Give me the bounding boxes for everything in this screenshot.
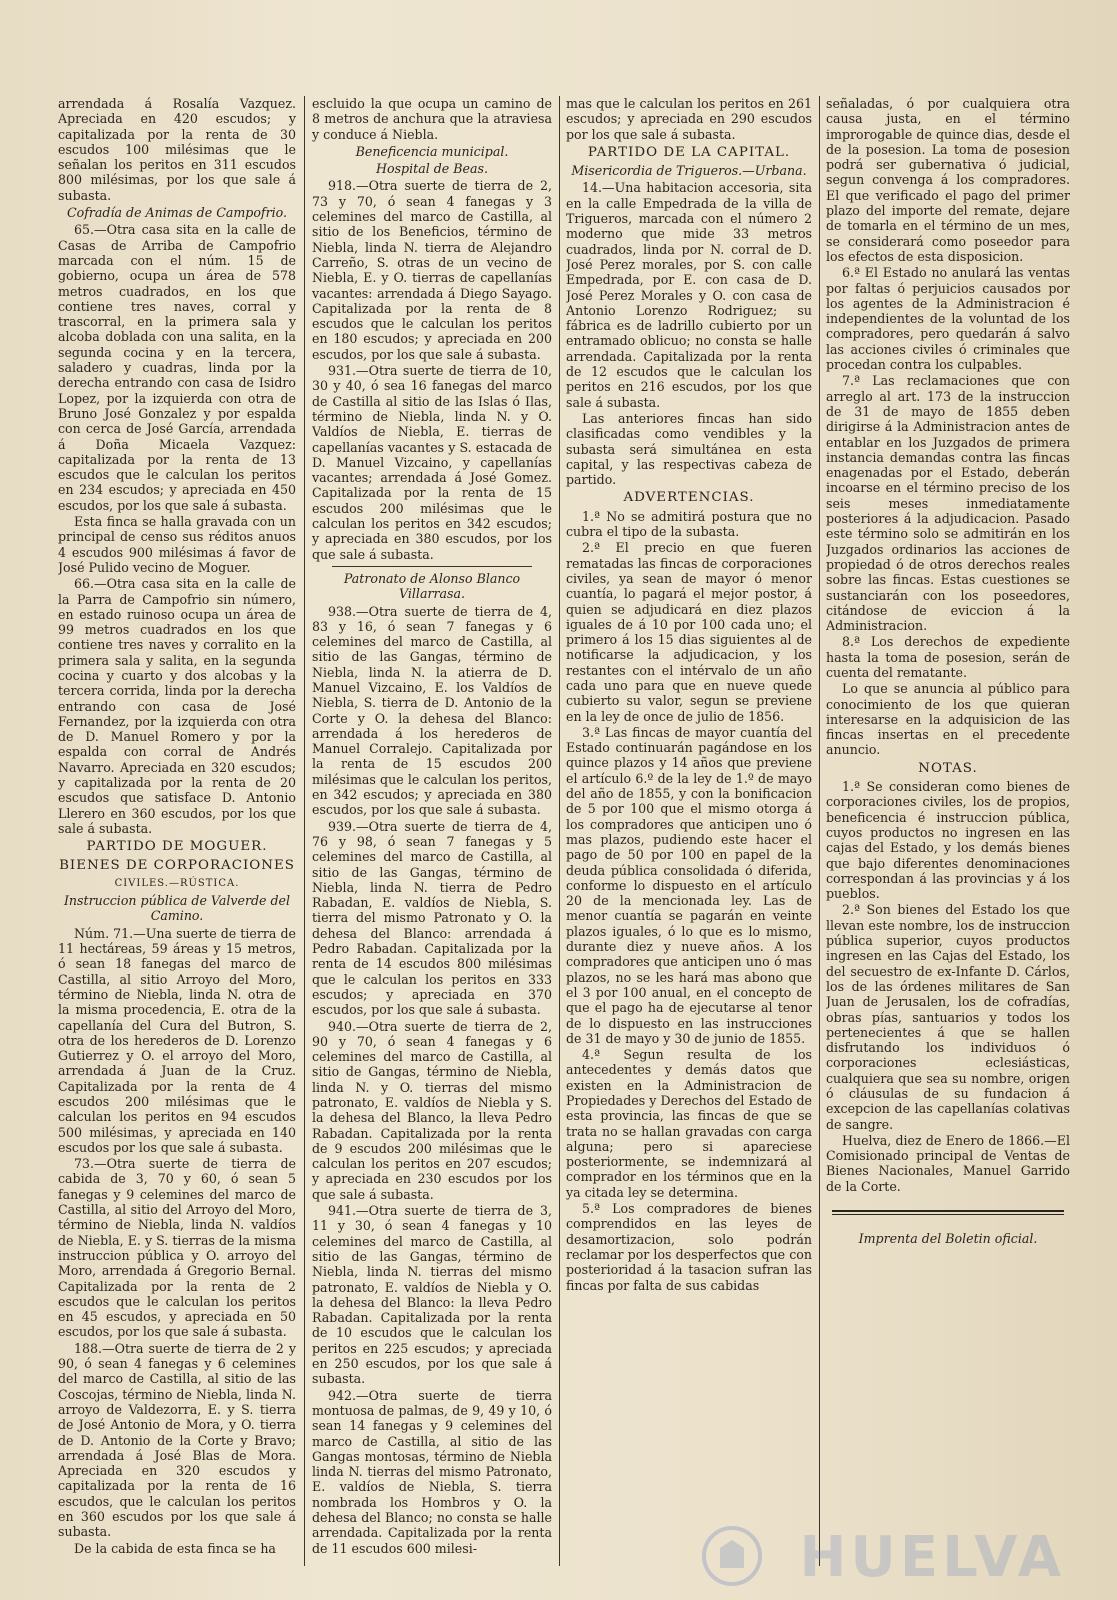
section-heading: Cofradía de Animas de Campofrio. (67, 205, 287, 221)
paragraph: Lo que se anuncia al público para conocimiento de los que quieran interesarse en la adquisicion de las fincas insertas en el precedente anuncio. (826, 681, 1070, 758)
paragraph: 3.ª Las fincas de mayor cuantía del Estado continuarán pagándose en los quince plazos y 14 años que previene el artículo 6.º de la ley de 1.º de mayo del año de 1855, y con la bonificacion de 5 por 100 que el mismo otorga á los compradores que anticipen uno ó mas plazos, pudiendo este hacer el pago de 50 por 100 en papel de la deuda pública consolidada ó diferida, conforme lo dispuesto en el artículo 20 de la mencionada ley. Las de menor cuantía se pagarán en veinte plazos iguales, ó lo que es lo mismo, durante diez y nueve años. A los compradores que anticipen uno ó mas plazos, no se les hará mas abono que el 3 por 100 anual, en el concepto de que el pago ha de ejecutarse al tenor de lo dispuesto en las instrucciones de 31 de mayo y 30 de junio de 1855. (566, 724, 812, 1046)
closing-rule (832, 1210, 1064, 1212)
imprint: Imprenta del Boletin oficial. (858, 1231, 1038, 1247)
column-rule (304, 96, 305, 1566)
section-heading: Patronato de Alonso Blanco Villarrasa. (343, 570, 521, 602)
paragraph: 940.—Otra suerte de tierra de 2, 90 y 70, ó sean 4 fanegas y 6 celemines del marco de Castilla, al sitio de Gangas, término de Niebla, linda N. y O. tierras del mismo patronato, E. valdíos de Niebla y S. la dehesa del Blanco, la lleva Pedro Rabadan. Capitalizada por la renta de 9 escudos 200 milésimas que le calculan los peritos en 207 escudos; y apreciada en 230 escudos por los que sale á subasta. (312, 1018, 552, 1202)
section-heading: Instruccion pública de Valverde del Camino. (63, 893, 291, 924)
watermark: HUELVA (799, 1525, 1065, 1590)
paragraph: 4.ª Segun resulta de los antecedentes y demás datos que existen en la Administracion de Propiedades y Derechos del Estado de esta provincia, las fincas de que se trata no se hallan gravadas con carga alguna; pero si apareciese posteriormente, se indemnizará al comprador en los términos que en la ya citada ley se determina. (566, 1047, 812, 1200)
paragraph: 918.—Otra suerte de tierra de 2, 73 y 70, ó sean 4 fanegas y 3 celemines del marco de Castilla, al sitio de los Beneficios, término de Niebla, linda N. tierra de Alejandro Carreño, S. otras de un vecino de Niebla, E. y O. tierras de capellanías vacantes: arrendada á Diego Sayago. Capitalizada por la renta de 8 escudos que le calculan los peritos en 180 escudos; y apreciada en 200 escudos, por los que sale á subasta. (312, 178, 552, 362)
divider (332, 566, 532, 567)
column-rule (559, 96, 560, 1566)
paragraph: arrendada á Rosalía Vazquez. Apreciada en 420 escudos; y capitalizada por la renta de 30 escudos 100 milésimas que le señalan los peritos en 311 escudos 800 milésimas, por los que sale á subasta. (58, 96, 296, 203)
paragraph: señaladas, ó por cualquiera otra causa justa, en el término improrogable de quince dias, desde el de la posesion. La toma de posesion podrá ser gubernativa ó judicial, segun convenga á los compradores. El que verificado el pago del primer plazo del importe del remate, dejare de tomarla en el término de un mes, se considerará como poseedor para los efectos de esta disposicion. (826, 96, 1070, 264)
paragraph: 5.ª Los compradores de bienes comprendidos en las leyes de desamortizacion, solo podrán reclamar por los desperfectos que con posterioridad á la tasacion sufran las fincas por falta de sus cabidas (566, 1201, 812, 1293)
paragraph: 14.—Una habitacion accesoria, sita en la calle Empedrada de la villa de Trigueros, marcada con el número 2 moderno que mide 33 metros cuadrados, linda por N. corral de D. José Perez morales, por S. con calle Empedrada, por E. con casa de D. José Perez Morales y O. con casa de Antonio Lorenzo Rodriguez; su fábrica es de ladrillo cubierto por un entramado oblicuo; no consta se halle arrendada. Capitalizada por la renta de 12 escudos que le calculan los peritos en 216 escudos, por los que sale á subasta. (566, 180, 812, 410)
paragraph: 7.ª Las reclamaciones que con arreglo al art. 173 de la instruccion de 31 de mayo de 1855 deben dirigirse á la Administracion antes de entablar en los Juzgados de primera instancia demandas contra las fincas enagenadas por el Estado, deberán incoarse en el término preciso de los seis meses inmediatamente posteriores á la adjudicacion. Pasado este término solo se admitirán en los Juzgados ordinarios las acciones de propiedad ó de otros derechos reales sobre las fincas. Estas cuestiones se sustanciarán con los poseedores, citándose de eviccion á la Administracion. (826, 373, 1070, 634)
section-heading: NOTAS. (918, 760, 978, 776)
paragraph: Esta finca se halla gravada con un principal de censo sus réditos anuos 4 escudos 900 milésimas á favor de José Pulido vecino de Moguer. (58, 514, 296, 575)
paragraph: 2.ª El precio en que fueren rematadas las fincas de corporaciones civiles, ya sean de mayor ó menor cuantía, lo pagará el mejor postor, á quien se adjudicará en diez plazos iguales de á 10 por 100 cada uno; el primero á los 15 dias siguientes al de notificarse la adjudicacion, y los restantes con el intérvalo de un año cada uno para que en nueve quede cubierto su valor, segun se previene en la ley de once de julio de 1856. (566, 540, 812, 724)
paragraph: 8.ª Los derechos de expediente hasta la toma de posesion, serán de cuenta del rematante. (826, 634, 1070, 680)
column-4 (826, 96, 1070, 1560)
paragraph: 942.—Otra suerte de tierra montuosa de palmas, de 9, 49 y 10, ó sean 14 fanegas y 9 celemines del marco de Castilla, al sitio de las Gangas montosas, término de Niebla linda N. tierras del mismo Patronato, E. valdíos de Niebla, S. tierra nombrada los Hombros y O. la dehesa del Blanco; no consta se halle arrendada. Capitalizada por la renta de 11 escudos 600 milesi- (312, 1387, 552, 1556)
section-subheading: CIVILES.—RÚSTICA. (114, 877, 240, 889)
paragraph: 931.—Otra suerte de tierra de 10, 30 y 40, ó sea 16 fanegas del marco de Castilla al sitio de las Islas ó Ilas, término de Niebla, linda N. y O. Valdíos de Niebla, E. tierras de capellanías vacantes y S. estacada de D. Manuel Vizcaino, y capellanías vacantes; arrendada á José Gomez. Capitalizada por la renta de 15 escudos 200 milésimas que le calculan los peritos en 342 escudos; y apreciada en 380 escudos, por los que sale á subasta. (312, 363, 552, 562)
column-1 (58, 96, 296, 1560)
archive-logo-icon (700, 1524, 764, 1588)
paragraph: 2.ª Son bienes del Estado los que llevan este nombre, los de instruccion pública superior, cuyos productos ingresen en las Cajas del Estado, los del secuestro de ex-Infante D. Cárlos, los de las órdenes militares de San Juan de Jerusalen, los de cofradías, obras pías, santuarios y todos los pertenecientes á que se hallen disfrutando los individuos ó corporaciones eclesiásticas, cualquiera que sea su nombre, origen ó cláusulas de su fundacion á excepcion de las capellanías colativas de sangre. (826, 902, 1070, 1132)
paragraph: Núm. 71.—Una suerte de tierra de 11 hectáreas, 59 áreas y 15 metros, ó sean 18 fanegas del marco de Castilla, al sitio Arroyo del Moro, término de Niebla, linda N. otra de la misma procedencia, E. otra de la capellanía del Cura del Butron, S. otra de los herederos de D. Lorenzo Gutierrez y O. el arroyo del Moro, arrendada á Juan de la Cruz. Capitalizada por la renta de 4 escudos 200 milésimas que le calculan los peritos en 94 escudos 500 milésimas, y apreciada en 140 escudos por los que sale á subasta. (58, 925, 296, 1155)
column-3 (566, 96, 812, 1560)
paragraph: 73.—Otra suerte de tierra de cabida de 3, 70 y 60, ó sean 5 fanegas y 9 celemines del marco de Castilla, al sitio del Arroyo del Moro, término de Niebla, linda N. valdíos de Niebla, E. y S. tierras de la misma instruccion pública y O. arroyo del Moro, arrendada á Gregorio Bernal. Capitalizada por la renta de 2 escudos que le calculan los peritos en 45 escudos, y apreciada en 50 escudos, por los que sale á subasta. (58, 1156, 296, 1340)
paragraph: 188.—Otra suerte de tierra de 2 y 90, ó sean 4 fanegas y 6 celemines del marco de Castilla, al sitio de las Coscojas, término de Niebla, linda N. arroyo de Valdezorra, E. y S. tierra de José Antonio de Mora, y O. tierra de D. Antonio de la Corte y Bravo; arrendada á José Blas de Mora. Apreciada en 320 escudos y capitalizada por la renta de 16 escudos, que le calculan los peritos en 360 escudos por los que sale á subasta. (58, 1340, 296, 1540)
paragraph: mas que le calculan los peritos en 261 escudos; y apreciada en 290 escudos por los que sale á subasta. (566, 96, 812, 142)
section-heading: Beneficencia municipal. (355, 143, 509, 159)
section-heading: BIENES DE CORPORACIONES (59, 857, 295, 873)
paragraph: 1.ª No se admitirá postura que no cubra el tipo de la subasta. (566, 508, 812, 540)
section-heading: ADVERTENCIAS. (623, 490, 755, 506)
section-heading: PARTIDO DE MOGUER. (86, 839, 268, 855)
paragraph: 66.—Otra casa sita en la calle de la Parra de Campofrio sin número, en estado ruinoso ocupa un área de 99 metros cuadrados en los que contiene tres naves y corralito en la primera sala y salita, en la segunda cocina y cuarto y dos alcobas y la tercera corrida, linda por la derecha entrando con casa de José Fernandez, por la izquierda con otra de D. Manuel Romero y por la espalda con corral de Andrés Navarro. Apreciada en 320 escudos; y capitalizada por la renta de 20 escudos que satisface D. Antonio Llerero en 360 escudos, por los que sale á subasta. (58, 576, 296, 836)
paragraph: 938.—Otra suerte de tierra de 4, 83 y 16, ó sean 7 fanegas y 6 celemines del marco de Castilla, al sitio de las Gangas, término de Niebla, linda N. la atierra de D. Manuel Vizcaino, E. los Valdíos de Niebla, S. tierra de D. Antonio de la Corte y O. la dehesa del Blanco: arrendada á los herederos de Manuel Corralejo. Capitalizada por la renta de 15 escudos 200 milésimas que le calculan los peritos, en 342 escudos; y apreciada en 380 escudos, por los que sale á subasta. (312, 603, 552, 818)
paragraph: escluido la que ocupa un camino de 8 metros de anchura que la atraviesa y conduce á Niebla. (312, 96, 552, 142)
paragraph: 939.—Otra suerte de tierra de 4, 76 y 98, ó sean 7 fanegas y 5 celemines del marco de Castilla, al sitio de las Gangas, término de Niebla, linda N. tierra de Pedro Rabadan, E. valdíos de Niebla, S. tierra del mismo Patronato y O. la dehesa del Blanco: arrendada á Pedro Rabadan. Capitalizada por la renta de 14 escudos 800 milésimas que le calculan los peritos en 333 escudos; y apreciada en 370 escudos, por los que sale á subasta. (312, 818, 552, 1018)
paragraph: 65.—Otra casa sita en la calle de Casas de Arriba de Campofrio marcada con el núm. 15 de gobierno, ocupa un área de 578 metros cuadrados, en los que contiene tres naves, corral y trascorral, en la primera sala y alcoba doblada con una salita, en la segunda cocina y en la tercera, saladero y cuadras, linda por la derecha entrando con casa de Isidro Lopez, por la izquierda con otra de Bruno José Gonzalez y por espalda con cerca de José García, arrendada á Doña Micaela Vazquez: capitalizada por la renta de 13 escudos que le calculan los peritos en 234 escudos; y apreciada en 450 escudos, por los que sale á subasta. (58, 222, 296, 513)
column-2 (312, 96, 552, 1560)
section-heading: Misericordia de Trigueros.—Urbana. (571, 163, 807, 179)
section-heading: PARTIDO DE LA CAPITAL. (587, 144, 791, 160)
paragraph: De la cabida de esta finca se ha (74, 1540, 276, 1556)
paragraph: 941.—Otra suerte de tierra de 3, 11 y 30, ó sean 4 fanegas y 10 celemines del marco de Castilla, al sitio de las Gangas, término de Niebla, linda N. tierras del mismo patronato, E. valdíos de Niebla y O. la dehesa del Blanco: la lleva Pedro Rabadan. Capitalizada por la renta de 10 escudos que le calculan los peritos en 225 escudos; y apreciada en 250 escudos, por los que sale á subasta. (312, 1203, 552, 1387)
signature-paragraph: Huelva, diez de Enero de 1866.—El Comisionado principal de Ventas de Bienes Nacionales, Manuel Garrido de la Corte. (826, 1132, 1070, 1194)
paragraph: 6.ª El Estado no anulará las ventas por faltas ó perjuicios causados por los agentes de la Administracion é independientes de la voluntad de los compradores, pero quedarán á salvo las acciones civiles ó criminales que procedan contra los culpables. (826, 265, 1070, 373)
paragraph: Las anteriores fincas han sido clasificadas como vendibles y la subasta será simultánea en esta capital, y las respectivas cabeza de partido. (566, 410, 812, 488)
section-heading: Hospital de Beas. (376, 161, 488, 177)
closing-rule (832, 1214, 1064, 1215)
paragraph: 1.ª Se consideran como bienes de corporaciones civiles, los de propios, beneficencia é instruccion pública, cuyos productos no ingresen en las cajas del Estado, y los demás bienes que bajo diferentes denominaciones correspondan á las provincias y á los pueblos. (826, 779, 1070, 902)
column-rule (819, 96, 820, 1566)
